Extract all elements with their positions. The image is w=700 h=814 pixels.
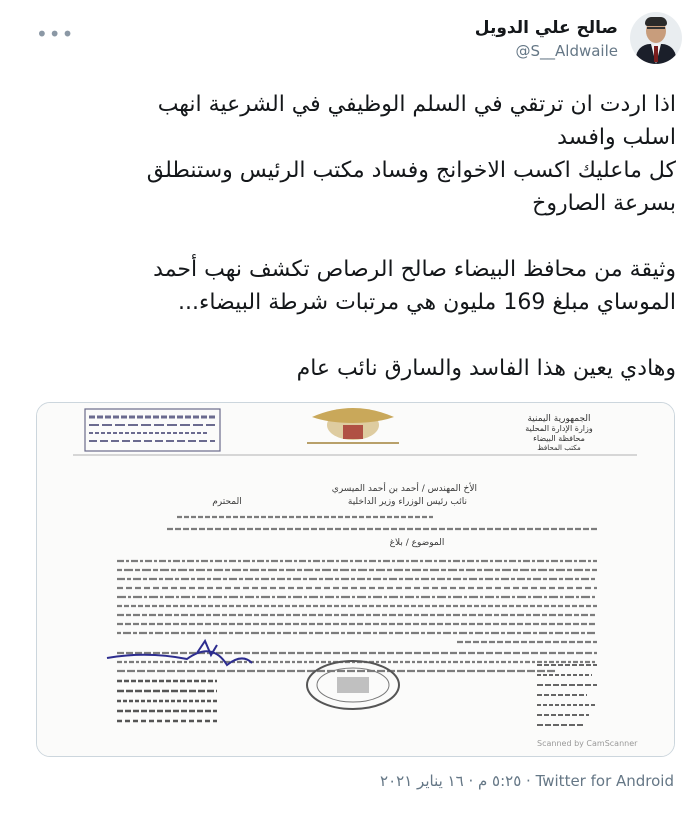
tweet-line: الموساي مبلغ 169 مليون هي مرتبات شرطة البيضاء... <box>178 290 676 315</box>
tweet-line: بسرعة الصاروخ <box>532 191 676 216</box>
scanner-watermark: Scanned by CamScanner <box>537 739 638 748</box>
tweet-header <box>475 12 682 64</box>
honorific: المحترم <box>212 497 242 507</box>
tweet-line: اذا اردت ان ترتقي في السلم الوظيفي في الشرعية انهب <box>157 92 676 117</box>
author-name[interactable]: صالح علي الدويل <box>474 18 618 38</box>
subject: الموضوع / بلاغ <box>389 538 445 548</box>
tweet-line: اسلب وافسد <box>557 125 676 150</box>
attached-document-image[interactable] <box>36 402 675 757</box>
tweet-line: وهادي يعين هذا الفاسد والسارق نائب عام <box>296 356 676 381</box>
addressee: الأخ المهندس / أحمد بن أحمد الميسري <box>331 484 477 494</box>
ministry-line: الجمهورية اليمنية <box>527 414 591 424</box>
author-handle[interactable]: @S__Aldwaile <box>515 42 618 60</box>
tweet-timestamp[interactable]: ٥:٢٥ م · ١٦ يناير ٢٠٢١ · Twitter for Android <box>380 772 674 790</box>
scanned-letter <box>37 403 674 756</box>
more-options-icon: ••• <box>36 22 75 46</box>
profile-avatar[interactable] <box>630 12 682 64</box>
tweet-text <box>16 88 676 385</box>
tweet-line: كل ماعليك اكسب الاخوانج وفساد مكتب الرئيس وستنطلق <box>146 158 676 183</box>
addressee-title: نائب رئيس الوزراء وزير الداخلية <box>347 497 467 507</box>
author-block <box>475 18 618 60</box>
ministry-line: محافظة البيضاء <box>533 434 585 443</box>
ministry-line: مكتب المحافظ <box>537 444 581 452</box>
more-options-button[interactable] <box>36 22 74 46</box>
tweet-line: وثيقة من محافظ البيضاء صالح الرصاص تكشف نهب أحمد <box>153 257 676 282</box>
ministry-line: وزارة الإدارة المحلية <box>525 424 593 433</box>
